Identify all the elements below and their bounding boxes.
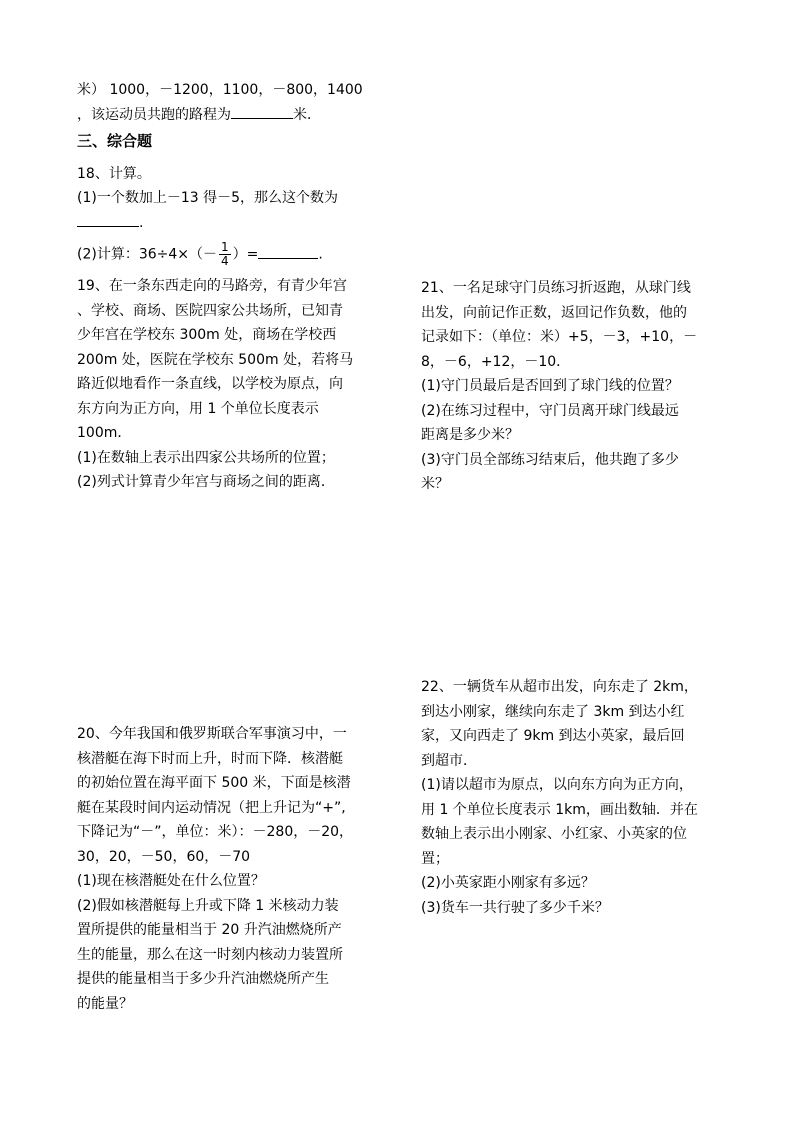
q19-line: 200m 处，医院在学校东 500m 处，若将马 — [77, 351, 354, 368]
q20-line: 20、今年我国和俄罗斯联合军事演习中，一 — [77, 726, 347, 742]
q22-part3: (3)货车一共行驶了多少千米？ — [421, 899, 609, 916]
q17-unit: 米． — [293, 106, 321, 123]
q19-line: 东方向为正方向，用 1 个单位长度表示 — [77, 400, 319, 417]
q22-line: 22、一辆货车从超市出发，向东走了 2km， — [421, 679, 698, 695]
q20-line: 的初始位置在海平面下 500 米，下面是核潜 — [77, 775, 351, 791]
q17-answer-blank[interactable] — [231, 104, 293, 119]
q21-part2: 距离是多少米？ — [421, 427, 519, 443]
q18-part2-suffix: ）= — [232, 246, 259, 263]
q20-line: 艇在某段时间内运动情况（把上升记为“+”, — [77, 799, 346, 816]
q18-part1-answer-line — [77, 211, 377, 236]
q19-line: 100m． — [77, 425, 132, 441]
fraction-numerator: 1 — [221, 240, 229, 254]
q19-block — [77, 274, 377, 495]
q17-continuation-line1: 米） 1000，－1200，1100，－800，1400 — [77, 82, 363, 98]
q18-part1-end: . — [139, 214, 144, 231]
q21-block — [421, 276, 731, 497]
fraction-denominator: 4 — [221, 254, 229, 268]
q21-part3: (3)守门员全部练习结束后，他共跑了多少 — [421, 451, 679, 468]
q18-part1-answer-blank[interactable] — [77, 212, 139, 227]
q20-part1: (1)现在核潜艇处在什么位置？ — [77, 873, 265, 889]
q22-part1: 置； — [421, 850, 449, 867]
q21-line: 记录如下：（单位：米）+5，－3，+10，－ — [421, 329, 698, 345]
q22-part1: 数轴上表示出小刚家、小红家、小英家的位 — [421, 826, 687, 842]
q21-part3: 米？ — [421, 476, 449, 492]
q22-line: 到超市． — [421, 752, 477, 769]
fraction-one-quarter — [219, 241, 231, 268]
q20-part2: (2)假如核潜艇每上升或下降 1 米核动力装 — [77, 897, 339, 914]
q19-line: 、学校、商场、医院四家公共场所，已知青 — [77, 302, 343, 319]
q22-part1: (1)请以超市为原点，以向东方向为正方向， — [421, 777, 693, 793]
q17-text: ，该运动员共跑的路程为 — [77, 106, 231, 123]
q20-block — [77, 722, 377, 1016]
q19-line: 路近似地看作一条直线，以学校为原点，向 — [77, 376, 343, 392]
q17-continuation-line2 — [77, 103, 377, 128]
q19-part1: (1)在数轴上表示出四家公共场所的位置； — [77, 449, 335, 466]
q18-part1: (1)一个数加上－13 得－5，那么这个数为 — [77, 190, 339, 206]
q20-part2: 置所提供的能量相当于 20 升汽油燃烧所产 — [77, 922, 342, 938]
q20-part2: 提供的能量相当于多少升汽油燃烧所产生 — [77, 971, 329, 987]
q21-line: 出发，向前记作正数，返回记作负数，他的 — [421, 304, 687, 321]
q21-part2: (2)在练习过程中，守门员离开球门线最远 — [421, 402, 679, 419]
q18-part2 — [77, 241, 377, 268]
q21-line: 21、一名足球守门员练习折返跑，从球门线 — [421, 280, 691, 296]
q18-part2-prefix: (2)计算：36÷4×（－ — [77, 246, 218, 263]
q21-part1: (1)守门员最后是否回到了球门线的位置？ — [421, 378, 679, 394]
q19-line: 19、在一条东西走向的马路旁，有青少年宫 — [77, 278, 347, 294]
left-column — [77, 78, 377, 495]
q22-block — [421, 675, 731, 920]
section-heading: 三、综合题 — [77, 132, 153, 150]
q22-part1: 用 1 个单位长度表示 1km，画出数轴．并在 — [421, 801, 698, 818]
q20-part2: 生的能量，那么在这一时刻内核动力装置所 — [77, 946, 343, 963]
q22-line: 到达小刚家，继续向东走了 3km 到达小红 — [421, 703, 685, 720]
q20-line: 下降记为“－”，单位：米）：－280，－20， — [77, 824, 354, 840]
q18-part2-end: . — [318, 246, 323, 263]
q22-part2: (2)小英家距小刚家有多远？ — [421, 875, 595, 891]
q18-part2-answer-blank[interactable] — [258, 244, 318, 259]
q20-part2: 的能量？ — [77, 995, 133, 1012]
q19-part2: (2)列式计算青少年宫与商场之间的距离． — [77, 474, 335, 490]
q20-line: 核潜艇在海下时而上升，时而下降．核潜艇 — [77, 750, 343, 767]
q19-line: 少年宫在学校东 300m 处，商场在学校西 — [77, 327, 337, 343]
q20-line: 30，20，－50，60，－70 — [77, 848, 251, 865]
q21-line: 8，－6，+12，－10． — [421, 353, 571, 370]
q18-title: 18、计算。 — [77, 165, 151, 182]
q22-line: 家，又向西走了 9km 到达小英家，最后回 — [421, 728, 685, 744]
